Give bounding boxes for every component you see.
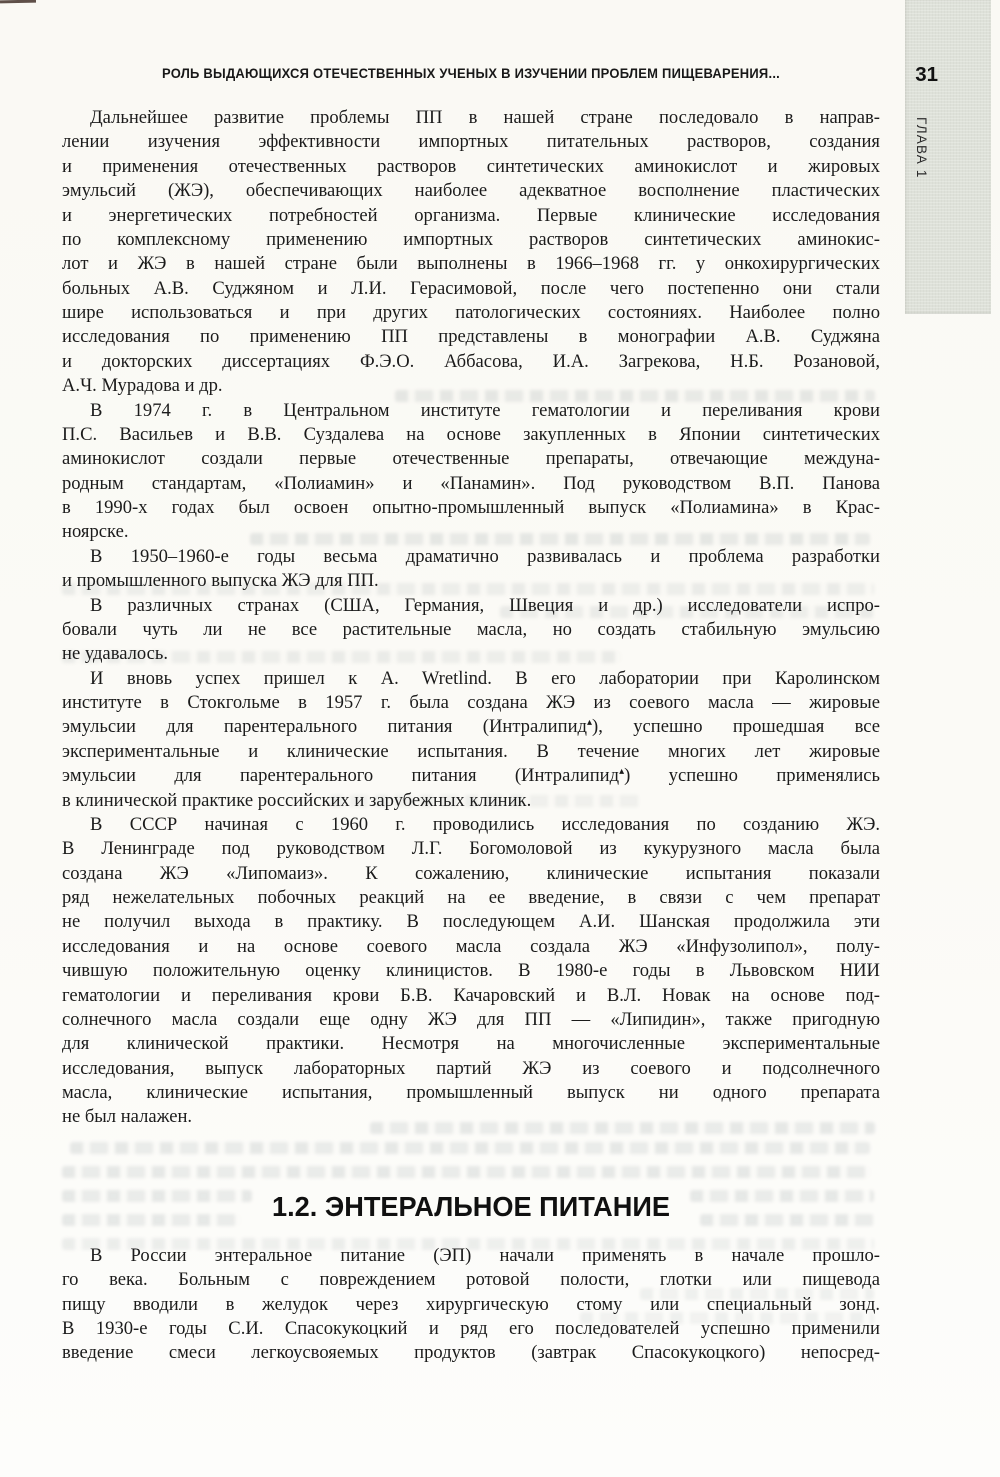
text-column [62,106,880,1366]
text-line: ноярске. [62,521,129,543]
section-heading: 1.2. ЭНТЕРАЛЬНОЕ ПИТАНИЕ [272,1190,670,1222]
text-line: гематологии и переливания крови Б.В. Качаровский и В.Л. Новак на основе под- [62,984,880,1006]
paragraph [62,813,880,1130]
chapter-tab-label: ГЛАВА 1 [914,117,929,179]
text-line: для клинической практики. Несмотря на многочисленные экспериментальные [62,1033,880,1055]
text-line: не удавалось. [62,643,169,665]
text-line: масла, клинические испытания, промышленный выпуск ни одного препарата [62,1082,880,1103]
text-line: не получил выхода в практику. В последующем А.И. Шанская продолжила эти [62,911,880,933]
text-line: эмульсии для парентерального питания (Интралипид▴), успешно прошедшая все [62,716,880,738]
text-line: чившую положительную оценку клиницистов. В 1980-е годы в Львовском НИИ [62,960,880,982]
text-line: в 1990-х годах был освоен опытно-промышленный выпуск «Полиамина» в Крас- [62,497,880,518]
text-line: и применения отечественных растворов синтетических аминокислот и жировых [62,155,880,177]
text-line: экспериментальные и клинические испытания. В течение многих лет жировые [62,740,880,762]
paragraph [62,594,880,667]
text-line: В России энтеральное питание (ЭП) начали применять в начале прошло- [90,1244,880,1266]
text-line: П.С. Васильев и В.В. Суздалева на основе закупленных в Японии синтетических [62,423,880,445]
running-head [62,63,938,92]
text-line: В Ленинграде под руководством Л.Г. Богомоловой из кукурузного масла была [62,838,880,860]
text-line: Дальнейшее развитие проблемы ПП в нашей стране последовало в направ- [90,107,880,128]
chapter-tab [905,0,991,314]
paragraph [62,106,880,399]
paragraph [62,1244,880,1366]
paragraph [62,545,880,594]
trademark-triangle-icon: ▴ [619,766,625,778]
text-line: исследования, выпуск лабораторных партий ЖЭ из соевого и подсолнечного [62,1057,880,1079]
text-line: родным стандартам, «Полиамин» и «Панамин». Под руководством В.П. Панова [62,472,880,494]
text-line: В 1974 г. в Центральном институте гематологии и переливания крови [90,399,880,421]
text-line: А.Ч. Мурадова и др. [62,375,223,397]
text-line: В 1930-е годы С.И. Спасокукоцкий и ряд его последователей успешно применили [62,1317,880,1339]
text-line: аминокислот создали первые отечественные препараты, отвечающие междуна- [62,448,880,470]
text-line: и докторских диссертациях Ф.Э.О. Аббасова, И.А. Загрекова, Н.Б. Розановой, [62,350,880,372]
text-line: исследования и на основе соевого масла создала ЖЭ «Инфузолипол», полу- [62,935,880,957]
text-line: В различных странах (США, Германия, Швеция и др.) исследователи испро- [90,594,880,616]
text-line: исследования по применению ПП представлены в монографии А.В. Суджяна [62,326,880,348]
text-line: в клинической практике российских и зарубежных клиник. [62,789,532,811]
text-line: лот и ЖЭ в нашей стране были выполнены в 1966–1968 гг. у онкохирургических [62,253,880,275]
text-line: и промышленного выпуска ЖЭ для ПП. [62,570,379,592]
text-line: введение смеси легкоусвояемых продуктов (завтрак Спасокукоцкого) непосред- [62,1342,880,1364]
text-line: ряд нежелательных побочных реакций на ее введение, в связи с чем препарат [62,887,880,908]
text-line: шире использоваться и при других патологических состояниях. Наиболее полно [62,302,880,323]
text-line: В СССР начиная с 1960 г. проводились исследования по созданию ЖЭ. [90,813,880,835]
paragraph [62,399,880,545]
text-line: эмульсии для парентерального питания (Интралипид▴) успешно применялись [62,765,880,787]
text-line: лении изучения эффективности импортных питательных растворов, создания [62,131,880,153]
text-line: институте в Стокгольме в 1957 г. была создана ЖЭ из соевого масла — жировые [62,692,880,713]
text-line: И вновь успех пришел к A. Wretlind. В его лаборатории при Каролинском [90,667,880,689]
text-line: бовали чуть ли не все растительные масла, но создать стабильную эмульсию [62,618,880,640]
text-line: и энергетических потребностей организма. Первые клинические исследования [62,204,880,226]
running-head-title: РОЛЬ ВЫДАЮЩИХСЯ ОТЕЧЕСТВЕННЫХ УЧЕНЫХ В ИЗУЧЕНИИ ПРОБЛЕМ ПИЩЕВАРЕНИЯ... [161,66,781,81]
text-line: больных А.В. Суджяном и Л.И. Герасимовой, после чего постепенно они стали [62,277,880,299]
trademark-triangle-icon: ▴ [587,717,593,729]
text-line: В 1950–1960-е годы весьма драматично развивалась и проблема разработки [90,545,880,567]
page-number: 31 [915,63,938,86]
text-line: го века. Больным с повреждением ротовой полости, глотки или пищевода [62,1269,880,1291]
text-line: пищу вводили в желудок через хирургическую стому или специальный зонд. [62,1293,880,1315]
paragraph [62,667,880,813]
text-line: по комплексному применению импортных растворов синтетических аминокис- [62,228,880,250]
text-line: солнечного масла создали еще одну ЖЭ для ПП — «Липидин», также пригодную [62,1008,880,1030]
text-line: не был налажен. [62,1106,193,1128]
text-line: создана ЖЭ «Липомаиз». К сожалению, клинические испытания показали [62,862,880,884]
text-line: эмульсий (ЖЭ), обеспечивающих наиболее адекватное восполнение пластических [62,180,880,202]
